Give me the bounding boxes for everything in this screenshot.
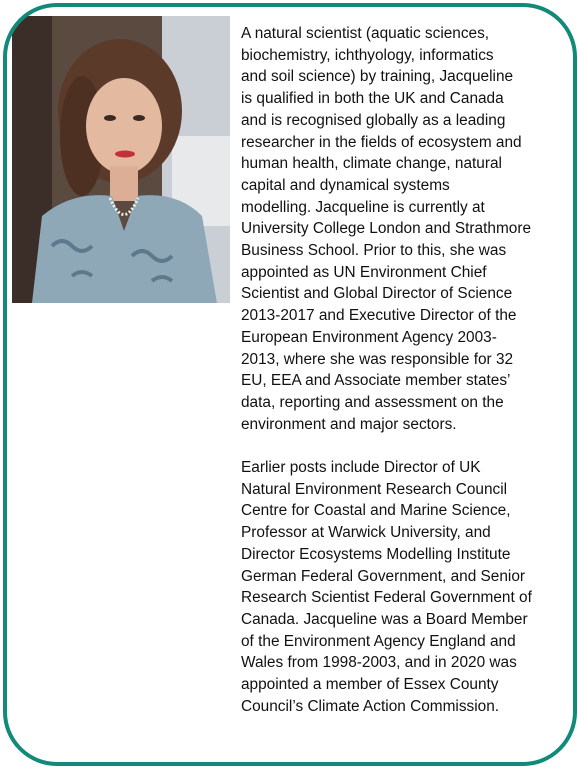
bio-paragraph: A natural scientist (aquatic sciences, biochemistry, ichthyology, informatics and soil science) by training, Jacqueline is qualified in both the UK and Canada and is recognised globally as a leading researcher in the fields of ecosystem and human health, climate change, natural capital and dynamical systems modelling. Jacqueline is currently at University College London and Strathmore Business School. Prior to this, she was appointed as UN Environment Chief Scientist and Global Director of Science 2013-2017 and Executive Director of the European Environment Agency 2003- 2013, where she was responsible for 32 EU, EEA and Associate member states’ data, reporting and assessment on the environment and major sectors.	[241, 25, 532, 433]
bio-paragraph: Earlier posts include Director of UK Natural Environment Research Council Centre for Coastal and Marine Science, Professor at Warwick University, and Director Ecosystems Modelling Institute German Federal Government, and Senior Research Scientist Federal Government of Canada. Jacqueline was a Board Member of the Environment Agency England and Wales from 1998-2003, and in 2020 was appointed a member of Essex County Council’s Climate Action Commission.	[241, 459, 532, 715]
portrait-photo-illustration	[12, 16, 230, 303]
portrait-photo	[12, 16, 230, 303]
bio-card	[3, 3, 577, 766]
bio-text	[241, 23, 561, 717]
